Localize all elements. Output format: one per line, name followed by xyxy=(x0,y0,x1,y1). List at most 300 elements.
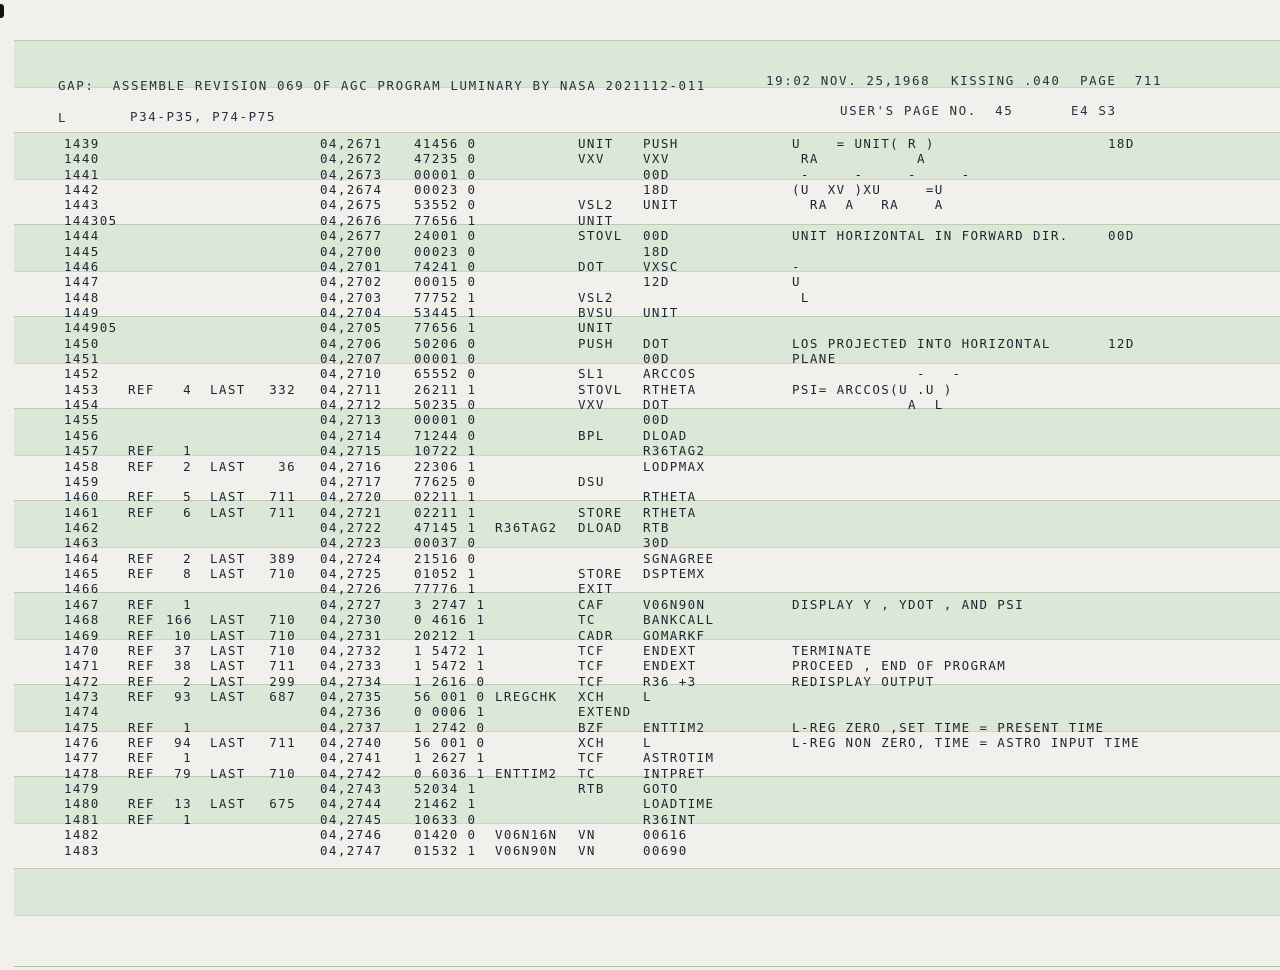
octal-word: 02211 1 xyxy=(414,489,477,505)
octal-word: 01052 1 xyxy=(414,566,477,582)
address: 04,2723 xyxy=(320,535,383,551)
listing-row xyxy=(0,382,1280,397)
last-page: 36 xyxy=(278,458,296,474)
address: 04,2706 xyxy=(320,335,383,351)
listing-row xyxy=(0,505,1280,520)
operand: R36TAG2 xyxy=(643,443,706,459)
opcode: VSL2 xyxy=(578,289,614,305)
address: 04,2742 xyxy=(320,765,383,781)
listing-row xyxy=(0,535,1280,550)
comment: U xyxy=(792,274,801,290)
ref-count: 4 xyxy=(183,381,192,397)
comment: A L xyxy=(792,397,944,413)
octal-word: 53552 0 xyxy=(414,197,477,213)
ref-tag: REF xyxy=(128,381,155,397)
operand: ASTROTIM xyxy=(643,750,715,766)
listing-timestamp: 19:02 NOV. 25,1968 xyxy=(766,73,931,88)
comment-column: 18D xyxy=(1108,136,1135,151)
listing-row xyxy=(0,351,1280,366)
opcode: STOVL xyxy=(578,228,623,244)
octal-word: 3 2747 1 xyxy=(414,596,486,612)
program-range: P34-P35, P74-P75 xyxy=(130,109,277,124)
line-number: 1442 xyxy=(64,182,100,198)
listing-row xyxy=(0,151,1280,166)
operand: PUSH xyxy=(643,136,679,151)
address: 04,2747 xyxy=(320,842,383,858)
line-number: 1452 xyxy=(64,366,100,382)
ref-count: 6 xyxy=(183,504,192,520)
octal-word: 10722 1 xyxy=(414,443,477,459)
line-number: 1463 xyxy=(64,535,100,551)
last-tag: LAST xyxy=(210,735,246,751)
line-number: 1478 xyxy=(64,765,100,781)
ref-count: 1 xyxy=(183,443,192,459)
opcode: UNIT xyxy=(578,136,614,151)
comment: U = UNIT( R ) xyxy=(792,136,935,151)
ref-count: 1 xyxy=(183,719,192,735)
symbol-label: ENTTIM2 xyxy=(495,765,558,781)
octal-word: 1 2627 1 xyxy=(414,750,486,766)
address: 04,2713 xyxy=(320,412,383,428)
operand: RTHETA xyxy=(643,489,697,505)
last-tag: LAST xyxy=(210,688,246,704)
address: 04,2715 xyxy=(320,443,383,459)
address: 04,2717 xyxy=(320,473,383,489)
line-number: 1482 xyxy=(64,827,100,843)
opcode: VXV xyxy=(578,151,605,167)
ref-tag: REF xyxy=(128,688,155,704)
line-number: 1451 xyxy=(64,351,100,367)
address: 04,2701 xyxy=(320,258,383,274)
operand: 00D xyxy=(643,351,670,367)
line-number: 1467 xyxy=(64,596,100,612)
opcode: TCF xyxy=(578,642,605,658)
octal-word: 00001 0 xyxy=(414,351,477,367)
ref-count: 38 xyxy=(174,658,192,674)
listing-row xyxy=(0,612,1280,627)
octal-word: 56 001 0 xyxy=(414,735,486,751)
line-number: 1480 xyxy=(64,796,100,812)
address: 04,2673 xyxy=(320,166,383,182)
last-tag: LAST xyxy=(210,566,246,582)
address: 04,2700 xyxy=(320,243,383,259)
opcode: STOVL xyxy=(578,381,623,397)
listing-row xyxy=(0,735,1280,750)
opcode: XCH xyxy=(578,735,605,751)
listing-row xyxy=(0,581,1280,596)
last-tag: LAST xyxy=(210,489,246,505)
last-page: 710 xyxy=(269,612,296,628)
ref-count: 13 xyxy=(174,796,192,812)
address: 04,2745 xyxy=(320,811,383,827)
line-number: 1441 xyxy=(64,166,100,182)
listing-row xyxy=(0,320,1280,335)
line-number: 1464 xyxy=(64,550,100,566)
listing-row xyxy=(0,459,1280,474)
opcode: RTB xyxy=(578,781,605,797)
opcode: STORE xyxy=(578,504,623,520)
octal-word: 24001 0 xyxy=(414,228,477,244)
ref-count: 93 xyxy=(174,688,192,704)
address: 04,2734 xyxy=(320,673,383,689)
line-number: 1472 xyxy=(64,673,100,689)
listing-row xyxy=(0,366,1280,381)
address: 04,2703 xyxy=(320,289,383,305)
octal-word: 77776 1 xyxy=(414,581,477,597)
comment: L-REG ZERO ,SET TIME = PRESENT TIME xyxy=(792,719,1105,735)
line-number: 1449 xyxy=(64,304,100,320)
address: 04,2746 xyxy=(320,827,383,843)
operand: R36 +3 xyxy=(643,673,697,689)
operand: ENTTIM2 xyxy=(643,719,706,735)
address: 04,2721 xyxy=(320,504,383,520)
listing-row xyxy=(0,213,1280,228)
operand: GOMARKF xyxy=(643,627,706,643)
octal-word: 00015 0 xyxy=(414,274,477,290)
last-tag: LAST xyxy=(210,381,246,397)
listing-row xyxy=(0,520,1280,535)
listing-row xyxy=(0,812,1280,827)
line-number: 144905 xyxy=(64,320,118,336)
ref-count: 8 xyxy=(183,566,192,582)
operand: VXSC xyxy=(643,258,679,274)
line-number: 1444 xyxy=(64,228,100,244)
address: 04,2743 xyxy=(320,781,383,797)
octal-word: 71244 0 xyxy=(414,427,477,443)
listing-row xyxy=(0,766,1280,781)
address: 04,2735 xyxy=(320,688,383,704)
line-number: 1443 xyxy=(64,197,100,213)
listing-row xyxy=(0,182,1280,197)
last-tag: LAST xyxy=(210,796,246,812)
comment: PROCEED , END OF PROGRAM xyxy=(792,658,1007,674)
comment: - xyxy=(792,258,801,274)
operand: LOADTIME xyxy=(643,796,715,812)
octal-word: 65552 0 xyxy=(414,366,477,382)
listing-row xyxy=(0,643,1280,658)
line-number: 1454 xyxy=(64,397,100,413)
line-number: 1453 xyxy=(64,381,100,397)
line-number: 1474 xyxy=(64,704,100,720)
address: 04,2736 xyxy=(320,704,383,720)
operand: ENDEXT xyxy=(643,658,697,674)
address: 04,2724 xyxy=(320,550,383,566)
opcode: VXV xyxy=(578,397,605,413)
octal-word: 00001 0 xyxy=(414,412,477,428)
comment: RA A RA A xyxy=(792,197,944,213)
line-number: 1440 xyxy=(64,151,100,167)
line-number: 1465 xyxy=(64,566,100,582)
address: 04,2737 xyxy=(320,719,383,735)
address: 04,2671 xyxy=(320,136,383,151)
operand: 18D xyxy=(643,182,670,198)
operand: 18D xyxy=(643,243,670,259)
comment: - - - - xyxy=(792,166,971,182)
listing-row xyxy=(0,750,1280,765)
opcode: UNIT xyxy=(578,320,614,336)
address: 04,2732 xyxy=(320,642,383,658)
listing-row xyxy=(0,336,1280,351)
address: 04,2705 xyxy=(320,320,383,336)
operand: 00616 xyxy=(643,827,688,843)
last-page: 389 xyxy=(269,550,296,566)
opcode: VN xyxy=(578,842,596,858)
line-number: 1469 xyxy=(64,627,100,643)
operand: L xyxy=(643,735,652,751)
greenbar-rule xyxy=(14,966,1280,967)
address: 04,2676 xyxy=(320,212,383,228)
line-number: 1477 xyxy=(64,750,100,766)
ref-count: 37 xyxy=(174,642,192,658)
line-number: 1476 xyxy=(64,735,100,751)
octal-word: 02211 1 xyxy=(414,504,477,520)
address: 04,2733 xyxy=(320,658,383,674)
listing-row xyxy=(0,167,1280,182)
address: 04,2730 xyxy=(320,612,383,628)
octal-word: 00023 0 xyxy=(414,243,477,259)
last-tag: LAST xyxy=(210,550,246,566)
line-number: 1462 xyxy=(64,520,100,535)
last-tag: LAST xyxy=(210,627,246,643)
comment: L-REG NON ZERO, TIME = ASTRO INPUT TIME xyxy=(792,735,1141,751)
address: 04,2675 xyxy=(320,197,383,213)
address: 04,2714 xyxy=(320,427,383,443)
ref-count: 2 xyxy=(183,673,192,689)
ref-tag: REF xyxy=(128,458,155,474)
line-number: 1475 xyxy=(64,719,100,735)
line-number: 1448 xyxy=(64,289,100,305)
comment: DISPLAY Y , YDOT , AND PSI xyxy=(792,596,1025,612)
octal-word: 26211 1 xyxy=(414,381,477,397)
listing-row xyxy=(0,551,1280,566)
address: 04,2704 xyxy=(320,304,383,320)
octal-word: 77656 1 xyxy=(414,320,477,336)
symbol-label: LREGCHK xyxy=(495,688,558,704)
operand: DSPTEMX xyxy=(643,566,706,582)
listing-row xyxy=(0,290,1280,305)
listing-row xyxy=(0,720,1280,735)
address: 04,2711 xyxy=(320,381,383,397)
listing-row xyxy=(0,305,1280,320)
address: 04,2672 xyxy=(320,151,383,167)
symbol-label: R36TAG2 xyxy=(495,520,558,535)
comment-column: 00D xyxy=(1108,228,1135,244)
ref-tag: REF xyxy=(128,612,155,628)
listing-row xyxy=(0,228,1280,243)
comment: UNIT HORIZONTAL IN FORWARD DIR. xyxy=(792,228,1069,244)
last-page: 711 xyxy=(269,489,296,505)
listing-title: GAP: ASSEMBLE REVISION 069 OF AGC PROGRAM LUMINARY BY NASA 2021112-011 xyxy=(58,78,706,93)
octal-word: 00023 0 xyxy=(414,182,477,198)
address: 04,2720 xyxy=(320,489,383,505)
address: 04,2722 xyxy=(320,520,383,535)
listing-row xyxy=(0,397,1280,412)
ref-count: 1 xyxy=(183,750,192,766)
comment: - - xyxy=(792,366,962,382)
last-tag: LAST xyxy=(210,658,246,674)
line-number: 1459 xyxy=(64,473,100,489)
last-page: 710 xyxy=(269,627,296,643)
octal-word: 00001 0 xyxy=(414,166,477,182)
octal-word: 01420 0 xyxy=(414,827,477,843)
opcode: SL1 xyxy=(578,366,605,382)
opcode: CAF xyxy=(578,596,605,612)
last-page: 332 xyxy=(269,381,296,397)
octal-word: 20212 1 xyxy=(414,627,477,643)
octal-word: 1 5472 1 xyxy=(414,658,486,674)
last-page: 710 xyxy=(269,765,296,781)
octal-word: 77625 0 xyxy=(414,473,477,489)
last-page: 299 xyxy=(269,673,296,689)
address: 04,2744 xyxy=(320,796,383,812)
last-page: 711 xyxy=(269,658,296,674)
address: 04,2674 xyxy=(320,182,383,198)
listing-row xyxy=(0,843,1280,858)
ref-tag: REF xyxy=(128,504,155,520)
opcode: CADR xyxy=(578,627,614,643)
listing-row xyxy=(0,259,1280,274)
opcode: PUSH xyxy=(578,335,614,351)
octal-word: 74241 0 xyxy=(414,258,477,274)
margin-mark xyxy=(0,4,4,18)
line-number: 1461 xyxy=(64,504,100,520)
listing-row xyxy=(0,443,1280,458)
ref-count: 1 xyxy=(183,811,192,827)
comment: LOS PROJECTED INTO HORIZONTAL xyxy=(792,335,1051,351)
comment: L xyxy=(792,289,810,305)
address: 04,2726 xyxy=(320,581,383,597)
operand: 00D xyxy=(643,228,670,244)
opcode: DOT xyxy=(578,258,605,274)
octal-word: 1 2616 0 xyxy=(414,673,486,689)
ref-tag: REF xyxy=(128,627,155,643)
operand: L xyxy=(643,688,652,704)
octal-word: 50235 0 xyxy=(414,397,477,413)
operand: V06N90N xyxy=(643,596,706,612)
ref-count: 5 xyxy=(183,489,192,505)
operand: 00D xyxy=(643,166,670,182)
address: 04,2677 xyxy=(320,228,383,244)
page-number: PAGE 711 xyxy=(1080,73,1163,88)
comment: RA A xyxy=(792,151,926,167)
ref-tag: REF xyxy=(128,750,155,766)
operand: RTHETA xyxy=(643,504,697,520)
operand: SGNAGREE xyxy=(643,550,715,566)
ref-tag: REF xyxy=(128,566,155,582)
opcode: VN xyxy=(578,827,596,843)
last-page: 711 xyxy=(269,735,296,751)
listing-row xyxy=(0,428,1280,443)
greenbar-band xyxy=(14,868,1280,916)
operand: RTB xyxy=(643,520,670,535)
listing-row xyxy=(0,274,1280,289)
opcode: XCH xyxy=(578,688,605,704)
listing-row xyxy=(0,628,1280,643)
listing-row xyxy=(0,689,1280,704)
octal-word: 56 001 0 xyxy=(414,688,486,704)
line-number: 1455 xyxy=(64,412,100,428)
operand: 00D xyxy=(643,412,670,428)
last-page: 711 xyxy=(269,504,296,520)
symbol-label: V06N16N xyxy=(495,827,558,843)
listing-row xyxy=(0,781,1280,796)
opcode: TCF xyxy=(578,658,605,674)
line-number: 1439 xyxy=(64,136,100,151)
line-number: 1479 xyxy=(64,781,100,797)
ref-tag: REF xyxy=(128,550,155,566)
opcode: BPL xyxy=(578,427,605,443)
last-tag: LAST xyxy=(210,765,246,781)
octal-word: 0 6036 1 xyxy=(414,765,486,781)
listing-user: KISSING .040 xyxy=(951,73,1061,88)
operand: GOTO xyxy=(643,781,679,797)
line-number: 1446 xyxy=(64,258,100,274)
operand: DLOAD xyxy=(643,427,688,443)
opcode: TCF xyxy=(578,673,605,689)
ref-count: 1 xyxy=(183,596,192,612)
operand: DOT xyxy=(643,335,670,351)
comment: PLANE xyxy=(792,351,837,367)
operand: INTPRET xyxy=(643,765,706,781)
operand: 12D xyxy=(643,274,670,290)
operand: BANKCALL xyxy=(643,612,715,628)
octal-word: 77656 1 xyxy=(414,212,477,228)
octal-word: 21462 1 xyxy=(414,796,477,812)
address: 04,2710 xyxy=(320,366,383,382)
octal-word: 47145 1 xyxy=(414,520,477,535)
comment: (U XV )XU =U xyxy=(792,182,944,198)
ref-tag: REF xyxy=(128,658,155,674)
line-number: 1450 xyxy=(64,335,100,351)
operand: VXV xyxy=(643,151,670,167)
opcode: DLOAD xyxy=(578,520,623,535)
opcode: STORE xyxy=(578,566,623,582)
last-tag: LAST xyxy=(210,458,246,474)
section-code: E4 S3 xyxy=(1071,103,1117,118)
address: 04,2716 xyxy=(320,458,383,474)
octal-word: 41456 0 xyxy=(414,136,477,151)
opcode: TC xyxy=(578,612,596,628)
opcode: TC xyxy=(578,765,596,781)
ref-tag: REF xyxy=(128,443,155,459)
line-number: 1481 xyxy=(64,811,100,827)
operand: DOT xyxy=(643,397,670,413)
comment: TERMINATE xyxy=(792,642,873,658)
listing-row xyxy=(0,136,1280,151)
listing-row xyxy=(0,412,1280,427)
ref-tag: REF xyxy=(128,673,155,689)
line-number: 1458 xyxy=(64,458,100,474)
listing-row xyxy=(0,489,1280,504)
last-page: 675 xyxy=(269,796,296,812)
last-tag: LAST xyxy=(210,612,246,628)
symbol-label: V06N90N xyxy=(495,842,558,858)
line-number: 1483 xyxy=(64,842,100,858)
octal-word: 01532 1 xyxy=(414,842,477,858)
last-tag: LAST xyxy=(210,673,246,689)
address: 04,2725 xyxy=(320,566,383,582)
comment: PSI= ARCCOS(U .U ) xyxy=(792,381,953,397)
listing-row xyxy=(0,566,1280,581)
ref-count: 10 xyxy=(174,627,192,643)
octal-word: 53445 1 xyxy=(414,304,477,320)
operand: LODPMAX xyxy=(643,458,706,474)
listing-row xyxy=(0,244,1280,259)
operand: UNIT xyxy=(643,304,679,320)
listing-row xyxy=(0,474,1280,489)
ref-tag: REF xyxy=(128,489,155,505)
octal-word: 00037 0 xyxy=(414,535,477,551)
